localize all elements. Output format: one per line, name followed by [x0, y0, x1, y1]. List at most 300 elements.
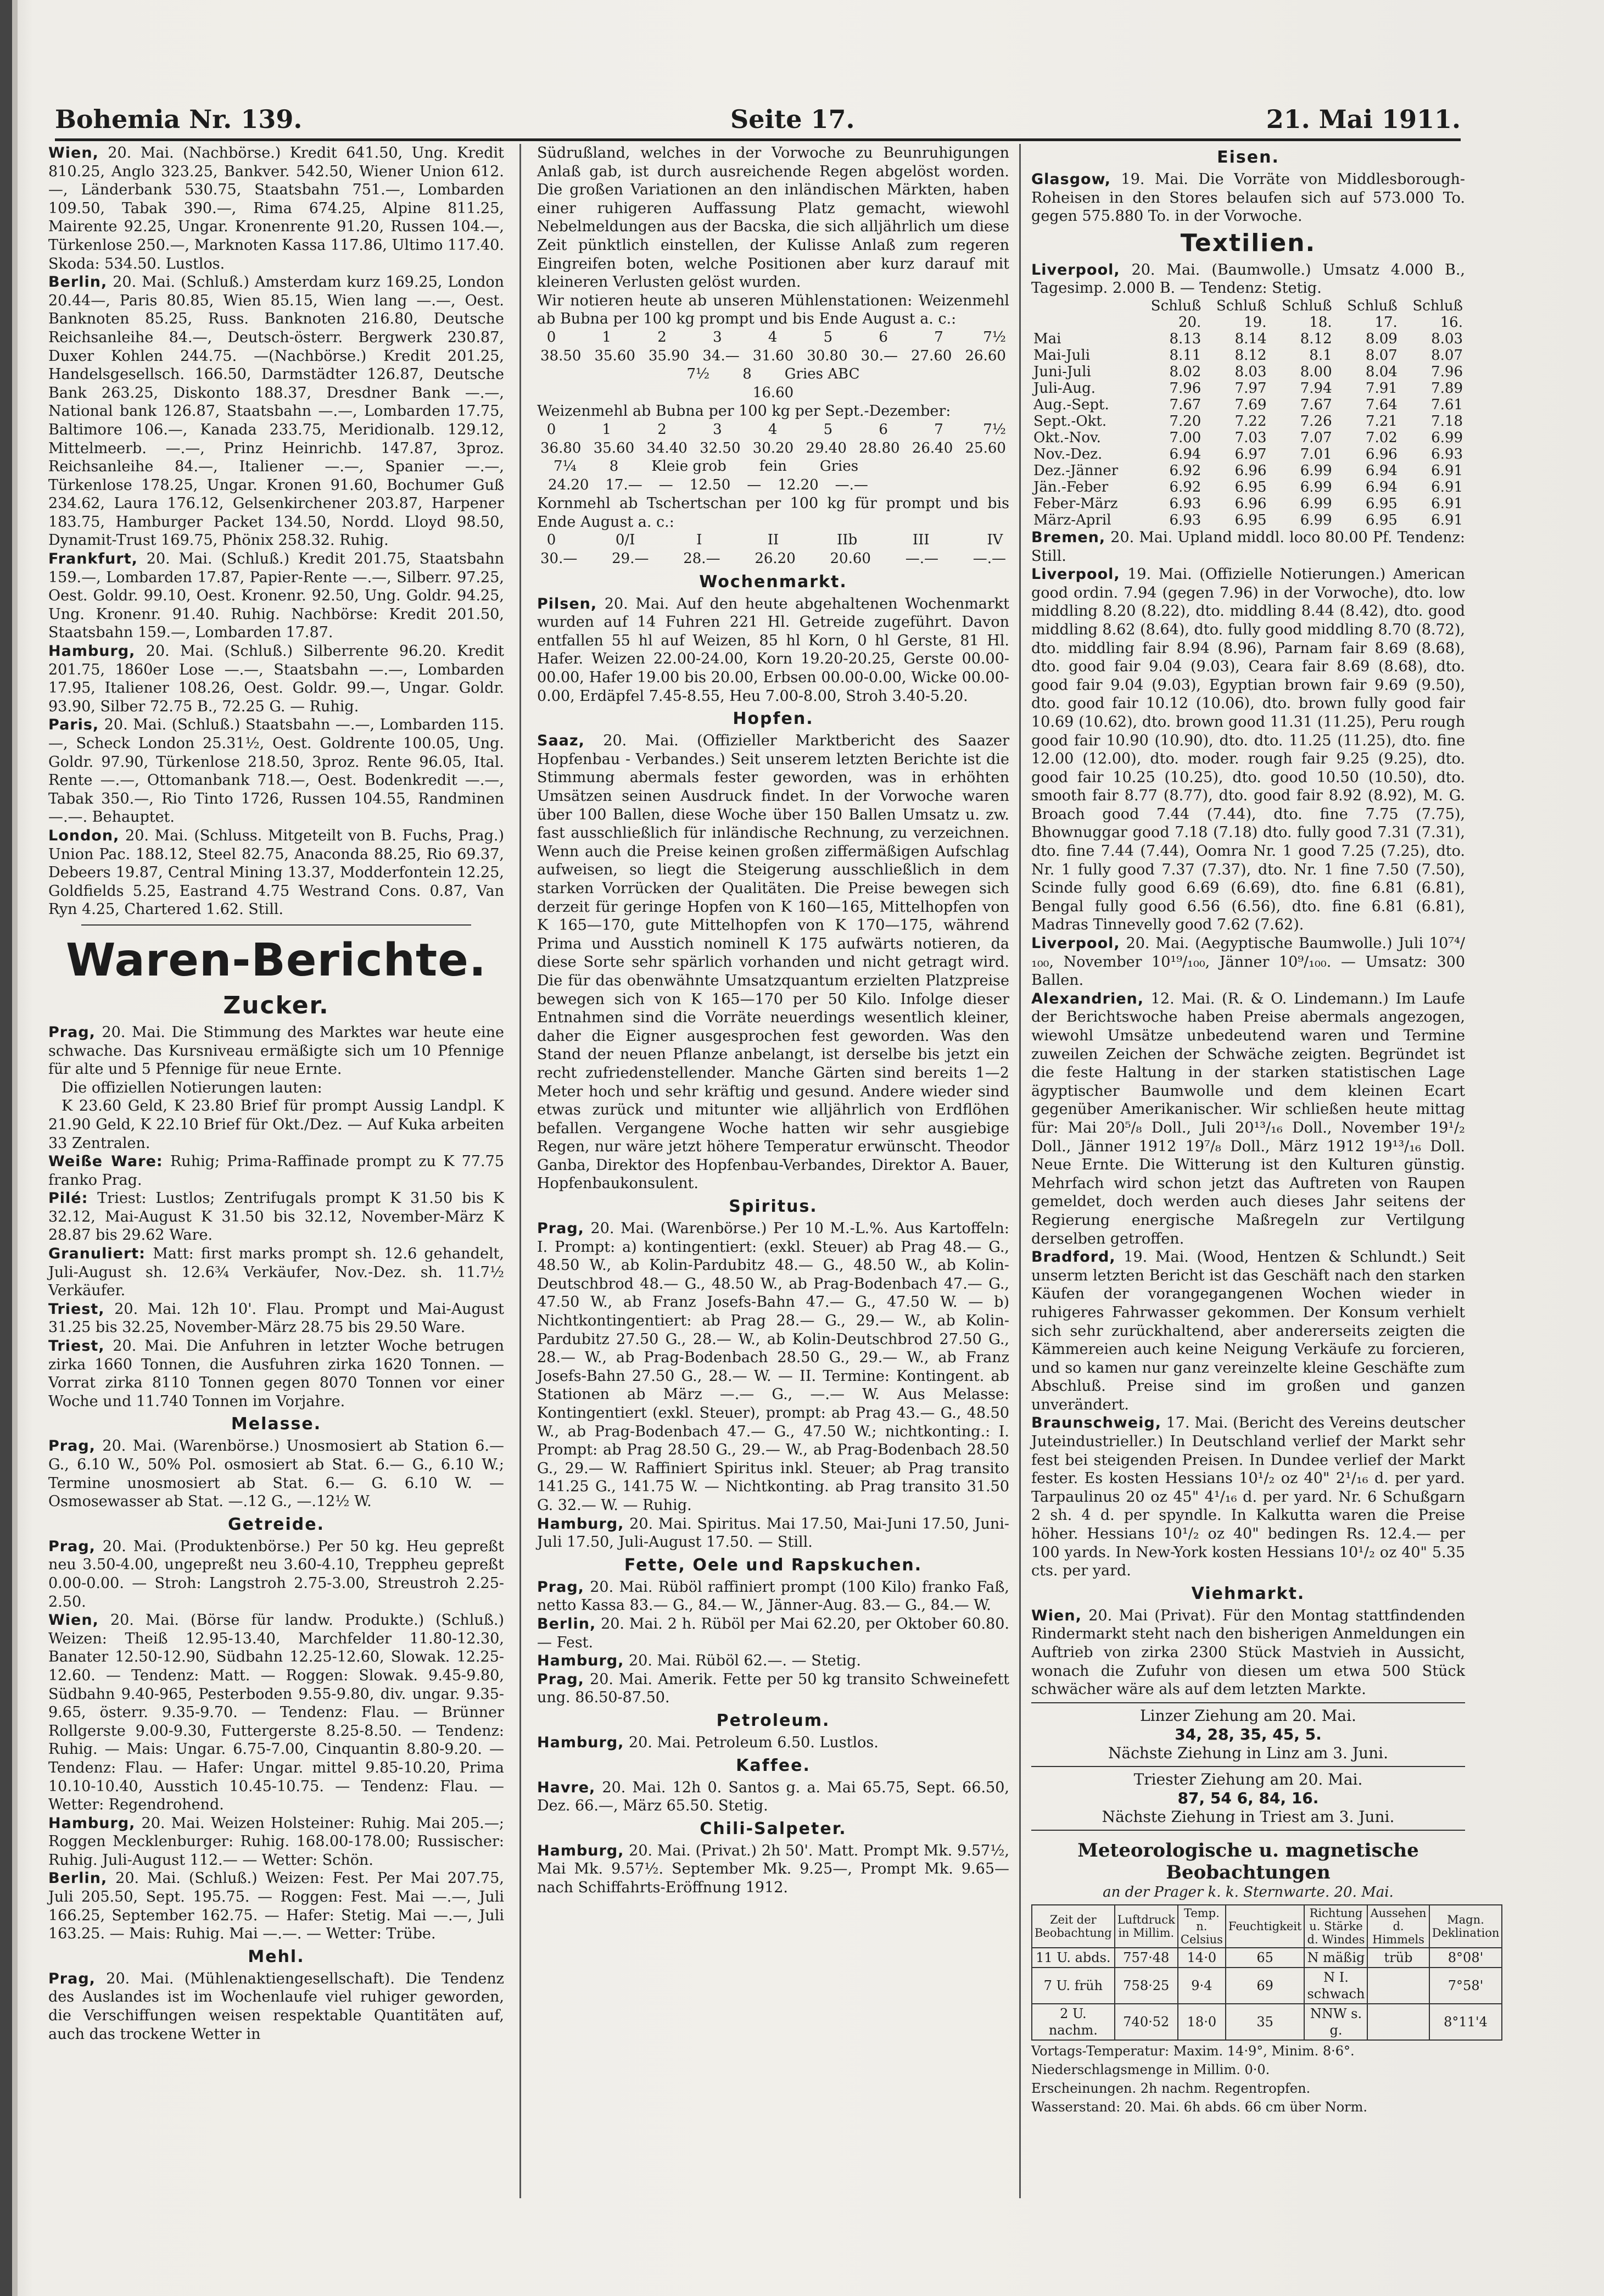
mehl1-grade-row — [537, 328, 1009, 347]
entry-text: K 23.60 Geld, K 23.80 Brief für prompt Aussig Landpl. K 21.90 Geld, K 22.10 Brief für Okt./Dez. — Auf Kuka arbeiten 33 Zentralen. — [48, 1097, 504, 1152]
table-cell: trüb — [1367, 1948, 1429, 1968]
table-cell: 7.18 — [1431, 413, 1463, 430]
table-cell: 8.07 — [1431, 347, 1463, 364]
meteo-note: Erscheinungen. 2h nachm. Regentropfen. — [1031, 2080, 1311, 2096]
place-name: Wien, — [48, 1612, 99, 1629]
table-cell: 6.91 — [1431, 462, 1463, 479]
price-cell: 7½ — [983, 328, 1006, 345]
getreide-heading: Getreide. — [228, 1514, 325, 1534]
place-name: Wien, — [1031, 1607, 1082, 1624]
spiritus-section — [537, 1219, 1009, 1552]
table-cell: 7 U. früh — [1032, 1968, 1115, 2004]
meteo-note: Wasserstand: 20. Mai. 6h abds. 66 cm über Norm. — [1031, 2099, 1368, 2115]
place-name: Wien, — [48, 144, 99, 161]
report-entry — [48, 1189, 504, 1245]
table-header-cell: 16. — [1440, 314, 1463, 331]
table-cell: 6.91 — [1431, 511, 1463, 528]
price-cell: Gries ABC — [784, 366, 860, 383]
lotto-linz-numbers — [1031, 1725, 1465, 1744]
entry-text: 20. Mai. (Schluss. Mitgeteilt von B. Fuchs, Prag.) Union Pac. 188.12, Steel 82.75, Anaconda 88.25, Rio 69.37, Debeers 19.87, Central Mining 13.37, Modderfontein 12.25, Goldfields 5.25, Eastrand 4.75 Westrand Cons. 0.87, Van Ryn 4.25, Chartered 1.62. Still. — [48, 827, 504, 918]
price-cell: III — [912, 532, 930, 549]
table-cell: 7.22 — [1234, 413, 1267, 430]
report-entry — [48, 1869, 504, 1943]
entry-text: 19. Mai. Die Vorräte von Middlesborough-Roheisen in den Stores belaufen sich auf 573.000 To. gegen 575.880 To. in der Vorwoche. — [1031, 171, 1465, 225]
entry-text: 20. Mai. (Schluß.) Weizen: Fest. Per Mai 207.75, Juli 205.50, Sept. 195.75. — Roggen: Fest. Mai —.—, Juli 166.25, September 162.75. — Hafer: Stetig. Mai —.—, Juli 163.25. — Mais: Ruhig. Mai —.—. — Wetter: Trübe. — [48, 1870, 504, 1943]
mehl-notiz-intro: Wir notieren heute ab unseren Mühlenstationen: Weizenmehl ab Bubna per 100 kg prompt und bis Ende August a. c.: — [537, 292, 1009, 328]
table-cell: 7°58' — [1429, 1968, 1502, 2004]
report-entry — [1031, 170, 1465, 226]
entry-text: 20. Mai. 12h 0. Santos g. a. Mai 65.75, Sept. 66.50, Dez. 66.—, März 65.50. Stetig. — [537, 1779, 1009, 1815]
report-entry — [48, 1437, 504, 1511]
price-cell: IV — [987, 532, 1003, 549]
column-divider — [1019, 144, 1021, 2198]
mehl-section — [48, 1970, 504, 2043]
table-cell: 7.00 — [1169, 429, 1201, 446]
meteo-note: Vortags-Temperatur: Maxim. 14·9°, Minim. 8·6°. — [1031, 2043, 1355, 2059]
place-name: Triest, — [48, 1300, 105, 1318]
table-cell: 8.03 — [1431, 330, 1463, 347]
table-cell: Nov.-Dez. — [1033, 445, 1103, 462]
cotton-price-table — [1031, 298, 1465, 528]
table-cell: 8.03 — [1234, 363, 1267, 380]
table-cell: 6.96 — [1234, 462, 1267, 479]
place-name: Prag, — [537, 1578, 584, 1596]
table-cell: 7.67 — [1300, 396, 1332, 413]
lotto-triest-title: Triester Ziehung am 20. Mai. — [1133, 1770, 1363, 1788]
table-cell: 8.00 — [1300, 363, 1332, 380]
table-cell — [1367, 2004, 1429, 2040]
table-cell: 8.04 — [1365, 363, 1398, 380]
report-entry — [537, 1734, 1009, 1752]
table-cell: 8.11 — [1169, 347, 1201, 364]
table-cell: 6.93 — [1431, 445, 1463, 462]
table-cell: 740·52 — [1115, 2004, 1178, 2040]
entry-text: 20. Mai (Privat). Für den Montag stattfindenden Rindermarkt steht nach den bisherigen Anmeldungen ein Auftrieb von zirka 2300 Stück Mastvieh in Aussicht, wonach die Zufuhr von diesen um etwa 500 Stück schwächer wäre als auf dem letzten Markte. — [1031, 1607, 1465, 1698]
mehl1-extra-row — [537, 365, 1009, 384]
entry-text: 12. Mai. (R. & O. Lindemann.) Im Laufe der Berichtswoche haben Preise abermals angezogen, wiewohl Umsätze unbedeutend waren und Termine zuweilen Zeichen der Schwäche zeigten. Begründet ist die feste Haltung in der starken statistischen Lage ägyptischer Baumwolle und dem kleinen Ecart gegenüber Amerikanischer. Wir schließen heute mittag für: Mai 20⁵/₈ Doll., Juli 20¹³/₁₆ Doll., November 19¹/₂ Doll., Jänner 1912 19⁷/₈ Doll., März 1912 19¹³/₁₆ Doll. Neue Ernte. Die Witterung ist den Kulturen günstig. Mehrfach wird schon jetzt das Auftreten von Raupen gemeldet, doch werden auch dieses Jahr seitens der Regierung energische Maßregeln zur Vertilgung derselben getroffen. — [1031, 990, 1465, 1247]
table-cell: 7.03 — [1234, 429, 1267, 446]
price-cell: 31.60 — [752, 347, 794, 364]
table-header-cell: 19. — [1244, 314, 1267, 331]
price-cell: 5 — [823, 328, 833, 345]
header-masthead: Bohemia Nr. 139. — [55, 104, 303, 134]
price-cell: 28.80 — [859, 439, 900, 456]
entry-text: Die offiziellen Notierungen lauten: — [62, 1079, 322, 1096]
meteo-notes — [1031, 2043, 1465, 2115]
mehl1-extra-value: 16.60 — [752, 384, 794, 401]
place-name: Pilé: — [48, 1190, 88, 1207]
mehl-continued-text: Südrußland, welches in der Vorwoche zu Beunruhigungen Anlaß gab, ist durch ausreichende Regen abgelöst worden. Die großen Variationen an den inländischen Märkten, haben einer ruhigeren Auffassung Platz gemacht, wiewohl Nebelmeldungen aus der Bacska, die sich alljährlich um diese Zeit pünktlich einstellen, der Kulisse Anlaß zum regeren Eingreifen boten, welche Positionen aber kurz darauf mit kleineren Verlusten gelöst wurden. — [537, 144, 1009, 291]
table-cell: 8°08' — [1429, 1948, 1502, 1968]
place-name: Alexandrien, — [1031, 990, 1144, 1007]
price-cell: 3 — [713, 421, 722, 438]
place-name: Weiße Ware: — [48, 1153, 163, 1171]
table-header-cell: 20. — [1178, 314, 1201, 331]
report-entry — [1031, 565, 1465, 934]
table-cell: 8°11'4 — [1429, 2004, 1502, 2040]
table-row — [1031, 380, 1465, 397]
table-cell: Okt.-Nov. — [1033, 429, 1101, 446]
scan-binding-shadow — [12, 0, 18, 2296]
lotto-linz-title: Linzer Ziehung am 20. Mai. — [1140, 1706, 1356, 1725]
price-cell: 26.40 — [912, 439, 953, 456]
entry-text: 20. Mai. Auf den heute abgehaltenen Wochenmarkt wurden auf 14 Fuhren 221 Hl. Getreide zugeführt. Davon entfallen 55 hl auf Weizen, 85 hl Korn, 0 hl Gerste, 81 Hl. Hafer. Weizen 22.00-24.00, Korn 19.20-20.25, Gerste 00.00-00.00, Hafer 19.00 bis 20.00, Erbsen 00.00-0.00, Wicke 00.00-0.00, Erdäpfel 7.45-8.55, Heu 7.00-8.00, Stroh 3.40-5.20. — [537, 595, 1009, 705]
report-entry — [48, 1611, 504, 1814]
table-cell: Mai — [1033, 330, 1061, 347]
petroleum-heading: Petroleum. — [716, 1710, 830, 1730]
table-header-cell: 17. — [1374, 314, 1398, 331]
mehl-notiz-sept: Weizenmehl ab Bubna per 100 kg per Sept.-Dezember: — [537, 403, 951, 420]
table-header-cell: Schluß — [1347, 297, 1398, 314]
place-name: Prag, — [537, 1670, 584, 1688]
liverpool-baumwolle-intro — [1031, 261, 1465, 298]
table-cell: 7.94 — [1300, 380, 1332, 397]
petroleum-section — [537, 1734, 1009, 1752]
column-3 — [1031, 144, 1500, 2198]
lotto-triest — [1031, 1770, 1465, 1826]
entry-text: 20. Mai. (Schluß.) Amsterdam kurz 169.25, London 20.44—, Paris 80.85, Wien 85.15, Wien lang —.—, Oest. Banknoten 85.25, Russ. Banknoten 216.80, Deutsche Reichsanleihe 84.—, Deutsch-österr. Bergwerk 230.87, Duxer Kohlen 244.75. —(Nachbörse.) Kredit 201.25, Handelsgesellsch. 166.50, Darmstädter 126.87, Deutsche Bank 263.25, Diskonto 188.37, Dresdner Bank —.—, National bank 126.87, Staatsbahn —.—, Lombarden 17.75, Baltimore 106.—, Kanada 233.75, Meridionalb. 129.12, Mittelmeerb. —.—, Prinz Heinrichb. 147.87, 3proz. Reichsanleihe 84.—, Italiener —.—, Spanier —.—, Türkenlose 178.25, Ungar. Kronen 91.60, Bochumer Guß 234.62, Laura 176.12, Gelsenkirchener 203.87, Harpener 183.75, Hamburger Packet 134.50, Nordd. Lloyd 98.50, Dynamit-Trust 169.75, Phönix 258.32. Ruhig. — [48, 274, 504, 549]
zucker-section — [48, 1023, 504, 1411]
table-cell: 18·0 — [1178, 2004, 1226, 2040]
price-cell: 30.80 — [807, 347, 848, 364]
price-cell: 0 — [546, 532, 556, 549]
entry-text: 20. Mai. (Offizieller Marktbericht des Saazer Hopfenbau - Verbandes.) Seit unserem letzten Berichte ist die Stimmung abermals fester geworden, was in erhöhten Umsätzen seinen Ausdruck findet. In der Vorwoche waren über 100 Ballen, diese Woche über 150 Ballen Umsatz u. zw. fast ausschließlich für inländische Rechnung, zu verzeichnen. Wenn auch die Preise keinen großen ziffermäßigen Aufschlag aufweisen, so liegt die Steigerung ausschließlich in dem starken Vorrücken der Qualitäten. Die Preise bewegen sich derzeit für geringe Hopfen von K 160—165, Mittelhopfen von K 165—170, gute Mittelhopfen von K 170—175, während Prima und Ausstich nominell K 175 aufwärts notieren, da diese Sorte sehr spärlich vorhanden und nicht getragt wird. Die für das obenwähnte Umsatzquantum erzielten Platzpreise bewegen sich von K 165—170 per 50 Kilo. Infolge dieser Entnahmen sind die Vorräte neuerdings wesentlich kleiner, daher die Eigner ausgesprochen fest geworden. Was den Stand der neuen Pflanze anbelangt, ist derselbe bis jetzt ein recht zufriedenstellender. Manche Gärten sind bereits 1—2 Meter hoch und sehr kräftig und gesund. Andere wieder sind etwas zurück und mitunter wie alljährlich von Erdflöhen befallen. Vergangene Woche hatten wir sehr ausgiebige Regen, nur wäre jetzt höhere Temperatur erwünscht. Theodor Ganba, Direktor des Hopfenbau-Verbandes, Direktor A. Bauer, Hopfenbaukonsulent. — [537, 732, 1009, 1192]
meteo-table — [1031, 1904, 1502, 2041]
mehl1-price-row — [537, 347, 1009, 366]
report-entry — [48, 273, 504, 550]
report-entry — [48, 1079, 504, 1097]
entry-text: 20. Mai. Petroleum 6.50. Lustlos. — [629, 1734, 879, 1751]
eisen-section — [1031, 170, 1465, 226]
price-cell: II — [767, 532, 779, 549]
table-cell: 7.21 — [1365, 413, 1398, 430]
entry-text: Triest: Lustlos; Zentrifugals prompt K 31.50 bis K 32.12, Mai-August K 31.50 bis 32.12, November-März K 28.87 bis 29.62 Ware. — [48, 1190, 504, 1244]
price-cell: 2 — [657, 328, 667, 345]
place-name: Berlin, — [48, 274, 108, 291]
melasse-heading: Melasse. — [231, 1414, 322, 1434]
place-name: Braunschweig, — [1031, 1414, 1161, 1432]
price-cell: 25.60 — [965, 439, 1006, 456]
table-cell: 8.1 — [1309, 347, 1332, 364]
report-entry — [537, 595, 1009, 706]
mehl2-extra-row — [537, 458, 1009, 476]
table-cell: 6.96 — [1234, 495, 1267, 512]
report-entry — [48, 1814, 504, 1870]
meteo-subtitle: an der Prager k. k. Sternwarte. 20. Mai. — [1103, 1883, 1394, 1901]
report-entry — [48, 1337, 504, 1411]
lotto-linz — [1031, 1707, 1465, 1763]
table-cell: 8.02 — [1169, 363, 1201, 380]
table-cell: 6.93 — [1169, 495, 1201, 512]
report-entry — [537, 1652, 1009, 1670]
table-row — [1031, 462, 1465, 479]
entry-text: 20. Mai. (Schluß.) Kredit 201.75, Staatsbahn 159.—, Lombarden 17.87, Papier-Rente —.—, Silberr. 97.25, Oest. Goldr. 99.10, Oest. Kronenr. 92.50, Ung. Goldr. 94.25, Ung. Kronenr. 91.40. Ruhig. Nachbörse: Kredit 201.50, Staatsbahn 159.—, Lombarden 17.87. — [48, 550, 504, 642]
place-name: Berlin, — [537, 1615, 596, 1632]
price-cell: 12.50 — [689, 476, 731, 493]
table-row — [1031, 331, 1465, 347]
price-cell: 6 — [879, 328, 888, 345]
report-entry — [1031, 990, 1465, 1248]
price-cell: 34.40 — [646, 439, 688, 456]
melasse-section — [48, 1437, 504, 1511]
report-entry — [537, 1578, 1009, 1615]
place-name: Liverpool, — [1031, 935, 1120, 952]
table-cell: 6.91 — [1431, 495, 1463, 512]
lotto-linz-values: 34, 28, 35, 45, 5. — [1175, 1725, 1322, 1743]
place-name: Bradford, — [1031, 1249, 1116, 1266]
price-cell: 26.20 — [755, 550, 796, 567]
table-header-cell: Schluß — [1150, 297, 1201, 314]
report-entry — [537, 732, 1009, 1193]
table-row — [1032, 2004, 1502, 2040]
report-entry — [537, 1615, 1009, 1652]
table-cell: N I. schwach — [1304, 1968, 1367, 2004]
place-name: Granuliert: — [48, 1245, 146, 1263]
place-name: Prag, — [48, 1537, 96, 1555]
table-cell: 6.95 — [1234, 478, 1267, 495]
header-page-number: Seite 17. — [730, 104, 855, 134]
place-name: Prag, — [48, 1437, 96, 1455]
table-row — [1031, 446, 1465, 462]
entry-text: 19. Mai. (Offizielle Notierungen.) American good ordin. 7.94 (gegen 7.96) in der Vorwoche), dto. low middling 8.20 (8.22), dto. middling 8.44 (8.42), dto. good middling 8.62 (8.64), dto. fully good middling 8.70 (8.72), dto. middling fair 8.94 (8.96), Parnam fair 8.69 (8.68), dto. good fair 9.04 (9.03), Ceara fair 8.69 (8.68), dto. good fair 9.04 (9.03), Egyptian brown fair 9.69 (9.50), dto. good fair 10.12 (10.06), dto. brown fully good fair 10.69 (10.62), dto. brown good 11.31 (11.25), Peru rough good fair 10.90 (10.90), dto. dto. 11.25 (11.25), dto. fine 12.00 (12.00), dto. moder. rough fair 9.25 (9.25), dto. good fair 10.25 (10.25), dto. good 10.50 (10.50), dto. smooth fair 8.77 (8.77), dto. good fair 8.92 (8.92), M. G. Broach good 7.44 (7.44), dto. fine 7.75 (7.75), Bhownuggar good 7.18 (7.18) dto. fully good 7.31 (7.31), dto. fine 7.44 (7.44), Oomra Nr. 1 good 7.25 (7.25), dto. Nr. 1 fully good 7.37 (7.37), dto. Nr. 1 fine 7.50 (7.50), Scinde fully good 6.69 (6.69), dto. fine 6.81 (6.81), Bengal fully good 6.56 (6.56), dto. fine 6.81 (6.81), Madras Tinnevelly good 7.62 (7.62). — [1031, 566, 1465, 934]
price-cell: — — [747, 476, 762, 493]
report-entry — [48, 1152, 504, 1189]
table-row — [1031, 347, 1465, 364]
place-name: Paris, — [48, 716, 99, 734]
table-header-cell — [1031, 314, 1138, 331]
table-row — [1031, 397, 1465, 413]
table-cell: 2 U. nachm. — [1032, 2004, 1115, 2040]
mehl2-extra-price — [537, 476, 1009, 495]
price-cell: 7 — [934, 328, 943, 345]
report-entry — [48, 1097, 504, 1152]
price-cell: — — [658, 476, 673, 493]
report-entry — [1031, 1414, 1465, 1580]
table-row — [1031, 430, 1465, 446]
entry-text: 20. Mai. (Produktenbörse.) Per 50 kg. Heu gepreßt neu 3.50-4.00, ungepreßt neu 3.60-4.10, Treppheu gepreßt 0.00-0.00. — Stroh: Langstroh 2.75-3.00, Streustroh 2.25-2.50. — [48, 1537, 504, 1610]
korn-grade-row — [537, 531, 1009, 550]
entry-text: Ruhig; Prima-Raffinade prompt zu K 77.75 franko Prag. — [48, 1153, 504, 1189]
price-cell: I — [696, 532, 702, 549]
table-cell: 7.26 — [1300, 413, 1332, 430]
price-cell: 28.— — [683, 550, 720, 567]
report-entry — [537, 1670, 1009, 1707]
getreide-section — [48, 1537, 504, 1943]
entry-text: 20. Mai. Weizen Holsteiner: Ruhig. Mai 205.—; Roggen Mecklenburger: Ruhig. 168.00-178.00; Russischer: Ruhig. Juli-August 112.— — Wetter: Schön. — [48, 1814, 504, 1869]
header-date: 21. Mai 1911. — [1266, 104, 1461, 134]
table-cell: 6.99 — [1300, 478, 1332, 495]
table-cell: 6.99 — [1431, 429, 1463, 446]
price-cell: 17.— — [605, 476, 642, 493]
table-cell: 7.69 — [1234, 396, 1267, 413]
table-cell: Juni-Juli — [1033, 363, 1091, 380]
table-cell: 11 U. abds. — [1032, 1948, 1115, 1968]
table-cell — [1367, 1968, 1429, 2004]
table-row — [1031, 479, 1465, 495]
table-header-cell: Temp. n. Celsius — [1178, 1905, 1226, 1948]
price-cell: fein — [759, 458, 787, 475]
lotto-triest-values: 87, 54 6, 84, 16. — [1177, 1788, 1319, 1807]
price-cell: 27.60 — [911, 347, 952, 364]
price-cell: 35.60 — [594, 347, 635, 364]
section-rule — [1031, 1830, 1465, 1831]
entry-text: 20. Mai. 2 h. Rüböl per Mai 62.20, per Oktober 60.80. — Fest. — [537, 1615, 1009, 1651]
report-entry — [48, 1970, 504, 2043]
mehl-heading: Mehl. — [248, 1947, 305, 1966]
price-cell: 29.40 — [806, 439, 847, 456]
table-row — [1031, 413, 1465, 430]
table-row — [1031, 495, 1465, 512]
report-entry — [1031, 934, 1465, 990]
price-cell: 7¼ — [554, 458, 577, 475]
report-entry — [48, 1537, 504, 1611]
meteo-note: Niederschlagsmenge in Millim. 0·0. — [1031, 2061, 1270, 2077]
table-cell: 6.97 — [1234, 445, 1267, 462]
table-header-cell: Magn. Deklination — [1429, 1905, 1502, 1948]
place-name: Prag, — [48, 1970, 96, 1987]
price-cell: 4 — [768, 328, 778, 345]
place-name: Prag, — [48, 1023, 96, 1041]
table-cell: 7.20 — [1169, 413, 1201, 430]
entry-text: 20. Mai. (Mühlenaktiengesellschaft). Die Tendenz des Auslandes ist im Wochenlaufe viel ruhiger geworden, die Verschiffungen weisen respektable Quantitäten auf, auch das trockene Wetter in — [48, 1970, 504, 2043]
place-name: Berlin, — [48, 1870, 108, 1887]
kornmehl-intro: Kornmehl ab Tschertschan per 100 kg für prompt und bis Ende August a. c.: — [537, 495, 1009, 531]
table-header-cell: Luftdruck in Millim. — [1115, 1905, 1178, 1948]
table-cell: 7.96 — [1431, 363, 1463, 380]
table-cell: 6.94 — [1365, 478, 1398, 495]
price-cell: 3 — [713, 328, 722, 345]
report-entry — [48, 550, 504, 642]
place-name: Pilsen, — [537, 595, 597, 612]
place-name: Liverpool, — [1031, 566, 1120, 583]
table-header-cell: Feuchtigkeit — [1226, 1905, 1305, 1948]
price-cell: 8 — [742, 366, 752, 383]
report-entry — [48, 827, 504, 919]
table-cell: 8.07 — [1365, 347, 1398, 364]
report-entry — [537, 1842, 1009, 1897]
table-cell: 6.95 — [1234, 511, 1267, 528]
price-cell: 34.— — [702, 347, 740, 364]
textilien-heading: Textilien. — [1180, 229, 1316, 257]
table-cell: Jän.-Feber — [1033, 478, 1109, 495]
page-header — [55, 104, 1461, 143]
table-cell: 7.89 — [1431, 380, 1463, 397]
table-cell: 7.67 — [1169, 396, 1201, 413]
entry-text: 20. Mai. Die Anfuhren in letzter Woche betrugen zirka 1660 Tonnen, die Ausfuhren zirka 1620 Tonnen. — Vorrat zirka 8110 Tonnen gegen 8070 Tonnen vor einer Woche und 11.740 Tonnen im Vorjahre. — [48, 1338, 504, 1410]
korn-price-row — [537, 550, 1009, 569]
entry-text: Matt: first marks prompt sh. 12.6 gehandelt, Juli-August sh. 12.6¾ Verkäufer, Nov.-Dez. sh. 11.7½ Verkäufer. — [48, 1245, 504, 1300]
table-cell: Dez.-Jänner — [1033, 462, 1119, 479]
cotton-date-row — [1031, 314, 1465, 331]
price-cell: 1 — [602, 421, 612, 438]
table-header-cell: Schluß — [1216, 297, 1267, 314]
section-rule — [1031, 1766, 1465, 1767]
table-header-cell — [1031, 298, 1138, 314]
scan-binding-edge — [0, 0, 12, 2296]
place-name: Hamburg, — [48, 1814, 136, 1832]
cotton-table-body — [1031, 331, 1465, 528]
table-cell: 6.91 — [1431, 478, 1463, 495]
price-cell: —.— — [905, 550, 938, 567]
price-cell: 36.80 — [540, 439, 582, 456]
cotton-reports — [1031, 528, 1465, 1580]
section-rule — [81, 924, 471, 926]
place-name: Hamburg, — [48, 643, 136, 660]
place-name: Hamburg, — [537, 1652, 624, 1670]
table-cell: 65 — [1226, 1948, 1305, 1968]
price-cell: 30.— — [860, 347, 898, 364]
table-cell: Juli-Aug. — [1033, 380, 1096, 397]
table-cell: 9·4 — [1178, 1968, 1226, 2004]
table-cell: 6.94 — [1169, 445, 1201, 462]
table-cell: 7.61 — [1431, 396, 1463, 413]
table-row — [1032, 1968, 1502, 2004]
place-name: Hamburg, — [537, 1842, 624, 1859]
entry-text: 17. Mai. (Bericht des Vereins deutscher Juteindustrieller.) In Deutschland verlief der Markt sehr fest bei steigenden Preisen. In Dundee verlief der Markt fester. Es kosten Hessians 10¹/₂ oz 40" 2¹/₁₆ d. per yard. Tarpaulinus 20 oz 45" 4¹/₁₆ d. per yard. Nr. 6 Schußgarn 2 sh. 4 d. per spyndle. In Kalkutta waren die Preise höher. Hessians 10¹/₂ oz 40" bedingen Rs. 12.4.— per 100 yards. In New-York kosten Hessians 10¹/₂ oz 40" 5.35 cts. per yard. — [1031, 1414, 1465, 1580]
report-entry — [48, 1300, 504, 1337]
place-name: Hamburg, — [537, 1515, 624, 1532]
price-cell: Gries — [819, 458, 859, 475]
report-entry — [1031, 1248, 1465, 1414]
fette-heading: Fette, Oele und Rapskuchen. — [624, 1555, 923, 1575]
table-cell: 6.99 — [1300, 511, 1332, 528]
table-cell: Feber-März — [1033, 495, 1118, 512]
price-cell: 30.— — [540, 550, 578, 567]
cotton-head-row — [1031, 298, 1465, 314]
price-cell: 7½ — [686, 366, 710, 383]
price-cell: 1 — [602, 328, 612, 345]
entry-text: 20. Mai. (Warenbörse.) Unosmosiert ab Station 6.— G., 6.10 W., 50% Pol. osmosiert ab Stat. 6.— G., 6.10 W.; Termine unosmosiert ab Stat. 6.— G. 6.10 W. — Osmosewasser ab Stat. —.12 G., —.12½ W. — [48, 1437, 504, 1511]
meteo-title: Meteorologische u. magnetische Beobachtungen — [1077, 1839, 1419, 1883]
entry-text: 20. Mai. (Schluß.) Silberrente 96.20. Kredit 201.75, 1860er Lose —.—, Staatsbahn —.—, Lombarden 17.95, Italiener 108.26, Oest. Goldr. 99.—, Ungar. Goldr. 93.90, Silber 72.75 B., 72.25 G. — Ruhig. — [48, 643, 504, 715]
place-name: London, — [48, 827, 120, 844]
price-cell: 12.20 — [778, 476, 819, 493]
table-cell: N mäßig — [1304, 1948, 1367, 1968]
column-divider — [519, 144, 521, 2198]
wochenmarkt-heading: Wochenmarkt. — [699, 572, 847, 592]
entry-text: 20. Mai. (Nachbörse.) Kredit 641.50, Ung. Kredit 810.25, Anglo 323.25, Bankver. 542.50, Wiener Union 612.—, Länderbank 530.75, Staatsbahn 751.—, Lombarden 109.50, Tabak 390.—, Rima 674.25, Alpine 811.25, Mairente 92.25, Ungar. Kronenrente 91.20, Russen 104.—, Türkenlose 250.—, Marknoten Kassa 117.86, Ultimo 117.40. Skoda: 534.50. Lustlos. — [48, 144, 504, 272]
kaffee-section — [537, 1779, 1009, 1815]
hopfen-heading: Hopfen. — [733, 709, 814, 729]
fette-section — [537, 1578, 1009, 1707]
price-cell: 30.20 — [752, 439, 794, 456]
report-entry — [537, 1779, 1009, 1815]
price-cell: Kleie grob — [651, 458, 726, 475]
table-cell: 6.92 — [1169, 462, 1201, 479]
table-cell: 6.96 — [1365, 445, 1398, 462]
entry-text: 20. Mai. (Baumwolle.) Umsatz 4.000 B., Tagesimp. 2.000 B. — Tendenz: Stetig. — [1031, 261, 1465, 297]
place-name: Glasgow, — [1031, 171, 1111, 188]
table-cell: 35 — [1226, 2004, 1305, 2040]
table-cell: 7.07 — [1300, 429, 1332, 446]
mehl2-price-row — [537, 439, 1009, 458]
report-entry — [48, 144, 504, 273]
table-header-cell: Schluß — [1412, 297, 1463, 314]
entry-text: 20. Mai. Spiritus. Mai 17.50, Mai-Juni 17.50, Juni-Juli 17.50, Juli-August 17.50. — Still. — [537, 1515, 1009, 1551]
place-name: Havre, — [537, 1779, 596, 1796]
report-entry — [48, 1023, 504, 1079]
table-row — [1032, 1948, 1502, 1968]
price-cell: 35.90 — [648, 347, 690, 364]
price-cell: 8 — [609, 458, 619, 475]
column-1 — [48, 144, 504, 2198]
eisen-heading: Eisen. — [1217, 148, 1279, 167]
table-cell: Mai-Juli — [1033, 347, 1091, 364]
report-entry — [48, 1245, 504, 1300]
waren-berichte-title: Waren-Berichte. — [66, 934, 487, 987]
place-name: Liverpool, — [1031, 261, 1120, 278]
price-cell: 5 — [823, 421, 833, 438]
